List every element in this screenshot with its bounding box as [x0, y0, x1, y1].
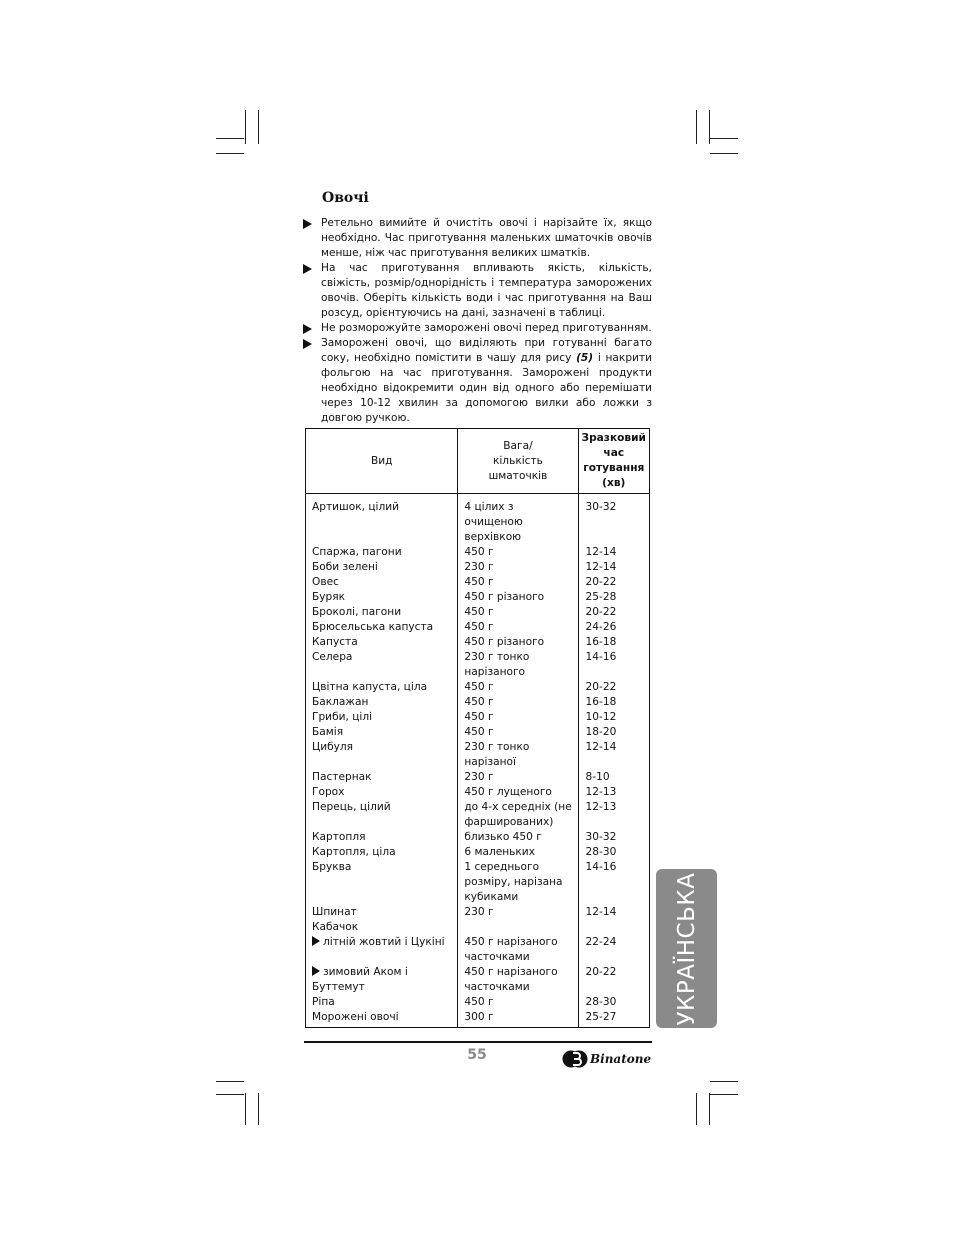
cell-weight: 450 г — [458, 545, 578, 560]
cell-weight: 230 г тонко нарізаної — [458, 740, 578, 770]
crop-mark — [709, 1093, 710, 1125]
bullet-text: і накрити фольгою на час приготування. Заморожені продукти необхідно відокремити один від одного або перемішати через 10-12 хвилин за допомогою вилки або ложки з довгою ручкою. — [321, 352, 652, 424]
table-row — [306, 740, 650, 770]
cell-time: 30-32 — [578, 830, 649, 845]
crop-mark — [696, 1093, 697, 1125]
cell-time: 25-27 — [578, 1010, 649, 1028]
language-tab-label: УКРАЇНСЬКА — [673, 872, 700, 1025]
table-row — [306, 650, 650, 680]
cell-weight: 450 г — [458, 680, 578, 695]
crop-mark — [258, 110, 259, 144]
brand-name: Binatone — [590, 1052, 652, 1066]
cell-type: Перець, цілий — [306, 800, 458, 830]
column-header-type: Вид — [306, 429, 458, 494]
cell-type: Бамія — [306, 725, 458, 740]
triangle-right-icon — [303, 264, 312, 274]
cell-weight: 450 г — [458, 620, 578, 635]
cell-weight: 450 г — [458, 710, 578, 725]
table-row — [306, 620, 650, 635]
cell-weight: 450 г лущеного — [458, 785, 578, 800]
brand-logo — [562, 1048, 651, 1070]
crop-mark — [245, 110, 246, 144]
section-title: Овочі — [322, 190, 369, 206]
table-row — [306, 1010, 650, 1028]
crop-mark — [216, 1081, 244, 1082]
cell-type: Картопля, ціла — [306, 845, 458, 860]
table-row — [306, 494, 650, 546]
cell-weight: 450 г — [458, 695, 578, 710]
table-row — [306, 560, 650, 575]
crop-mark — [245, 1093, 246, 1125]
cell-weight: 4 цілих з очищеною верхівкою — [458, 494, 578, 546]
cell-weight: 230 г — [458, 770, 578, 785]
cell-weight: близько 450 г — [458, 830, 578, 845]
table-row — [306, 905, 650, 920]
table-row — [306, 710, 650, 725]
cell-type: Цибуля — [306, 740, 458, 770]
list-item — [302, 216, 652, 261]
binatone-logo-icon — [562, 1048, 588, 1070]
cell-time: 28-30 — [578, 995, 649, 1010]
cell-type: Пастернак — [306, 770, 458, 785]
bullet-text: Ретельно вимийте й очистіть овочі і нарізайте їх, якщо необхідно. Час приготування маленьких шматочків овочів менше, ніж час приготування великих шматків. — [321, 217, 652, 259]
cell-time: 20-22 — [578, 680, 649, 695]
triangle-right-icon — [312, 936, 320, 946]
table-row — [306, 590, 650, 605]
crop-mark — [710, 138, 738, 139]
cell-weight: 450 г — [458, 575, 578, 590]
cell-weight: 450 г — [458, 725, 578, 740]
crop-mark — [216, 153, 244, 154]
table-row — [306, 575, 650, 590]
cell-time: 20-22 — [578, 575, 649, 590]
cell-type: Цвітна капуста, ціла — [306, 680, 458, 695]
list-item — [302, 336, 652, 426]
cell-type: Боби зелені — [306, 560, 458, 575]
cell-type: Спаржа, пагони — [306, 545, 458, 560]
triangle-right-icon — [303, 324, 312, 334]
column-header-weight: Вага/ кількість шматочків — [458, 429, 578, 494]
bullet-text: Не розморожуйте заморожені овочі перед приготуванням. — [321, 322, 652, 334]
part-reference: (5) — [576, 352, 594, 364]
cell-time — [578, 920, 649, 935]
table-row — [306, 725, 650, 740]
cell-time: 22-24 — [578, 935, 649, 965]
bullet-list — [302, 216, 652, 426]
cell-weight: 1 середнього розміру, нарізана кубиками — [458, 860, 578, 905]
cell-type: Овес — [306, 575, 458, 590]
cell-type: Буряк — [306, 590, 458, 605]
bullet-text: На час приготування впливають якість, кількість, свіжість, розмір/однорідність і температура заморожених овочів. Оберіть кількість води і час приготування на Ваш розсуд, орієнтуючись на дані, зазначені в таблиці. — [321, 262, 652, 319]
cell-type: Горох — [306, 785, 458, 800]
cell-type: Капуста — [306, 635, 458, 650]
crop-mark — [258, 1093, 259, 1125]
table-row — [306, 680, 650, 695]
cell-weight: 450 г різаного — [458, 590, 578, 605]
cell-time: 20-22 — [578, 605, 649, 620]
cell-weight: 450 г — [458, 995, 578, 1010]
table-row — [306, 605, 650, 620]
column-header-time: Зразковий час готування (хв) — [578, 429, 649, 494]
cell-weight: 230 г — [458, 560, 578, 575]
cell-time: 12-14 — [578, 905, 649, 920]
table-row — [306, 920, 650, 935]
cell-type: Кабачок — [306, 920, 458, 935]
table-row — [306, 935, 650, 965]
cell-weight — [458, 920, 578, 935]
cell-time: 12-13 — [578, 785, 649, 800]
table-row — [306, 965, 650, 995]
crop-mark — [696, 110, 697, 144]
table-row — [306, 860, 650, 905]
crop-mark — [710, 1094, 738, 1095]
table-row — [306, 830, 650, 845]
table-row — [306, 800, 650, 830]
bullet-text: Заморожені овочі, що виділяють при готуванні багато соку, необхідно помістити в чашу для рису — [321, 337, 652, 364]
cell-type: Ріпа — [306, 995, 458, 1010]
cell-time: 24-26 — [578, 620, 649, 635]
triangle-right-icon — [312, 966, 320, 976]
cell-time: 16-18 — [578, 635, 649, 650]
cell-type: Бруква — [306, 860, 458, 905]
crop-mark — [216, 1094, 244, 1095]
table-row — [306, 770, 650, 785]
cell-type: Картопля — [306, 830, 458, 845]
cooking-time-table — [305, 428, 650, 1028]
list-item — [302, 261, 652, 321]
cell-weight: 230 г тонко нарізаного — [458, 650, 578, 680]
cell-weight: 450 г різаного — [458, 635, 578, 650]
cell-time: 12-14 — [578, 560, 649, 575]
cell-time: 16-18 — [578, 695, 649, 710]
cell-weight: 6 маленьких — [458, 845, 578, 860]
table-body — [306, 494, 650, 1028]
cell-type: Броколі, пагони — [306, 605, 458, 620]
cell-type: Брюсельська капуста — [306, 620, 458, 635]
footer-divider — [304, 1041, 652, 1043]
cell-type: Шпинат — [306, 905, 458, 920]
cell-time: 20-22 — [578, 965, 649, 995]
cell-type: Селера — [306, 650, 458, 680]
cell-time: 30-32 — [578, 494, 649, 546]
cell-type: літній жовтий і Цукіні — [306, 935, 458, 965]
cell-time: 28-30 — [578, 845, 649, 860]
cell-time: 14-16 — [578, 650, 649, 680]
table-row — [306, 635, 650, 650]
cell-weight: 300 г — [458, 1010, 578, 1028]
cell-type: Баклажан — [306, 695, 458, 710]
list-item — [302, 321, 652, 336]
cell-time: 12-14 — [578, 740, 649, 770]
cell-time: 25-28 — [578, 590, 649, 605]
triangle-right-icon — [303, 219, 312, 229]
cell-time: 12-14 — [578, 545, 649, 560]
cell-time: 8-10 — [578, 770, 649, 785]
table-row — [306, 545, 650, 560]
cell-time: 14-16 — [578, 860, 649, 905]
cell-weight: до 4-х середніх (не фаршированих) — [458, 800, 578, 830]
cell-type: Гриби, цілі — [306, 710, 458, 725]
crop-mark — [710, 1081, 738, 1082]
cell-weight: 450 г нарізаного часточками — [458, 935, 578, 965]
cell-type: Артишок, цілий — [306, 494, 458, 546]
triangle-right-icon — [303, 339, 312, 349]
page-number: 55 — [467, 1047, 487, 1063]
table-row — [306, 845, 650, 860]
cell-time: 12-13 — [578, 800, 649, 830]
crop-mark — [710, 153, 738, 154]
language-tab — [656, 869, 717, 1028]
crop-mark — [216, 138, 244, 139]
table-header-row — [306, 429, 650, 494]
cell-time: 10-12 — [578, 710, 649, 725]
cell-type: Морожені овочі — [306, 1010, 458, 1028]
cell-type: зимовий Аком і Буттемут — [306, 965, 458, 995]
cell-weight: 230 г — [458, 905, 578, 920]
cell-time: 18-20 — [578, 725, 649, 740]
cell-weight: 450 г — [458, 605, 578, 620]
instructions-section — [302, 190, 652, 426]
table-row — [306, 995, 650, 1010]
table-row — [306, 785, 650, 800]
cell-weight: 450 г нарізаного часточками — [458, 965, 578, 995]
table-row — [306, 695, 650, 710]
